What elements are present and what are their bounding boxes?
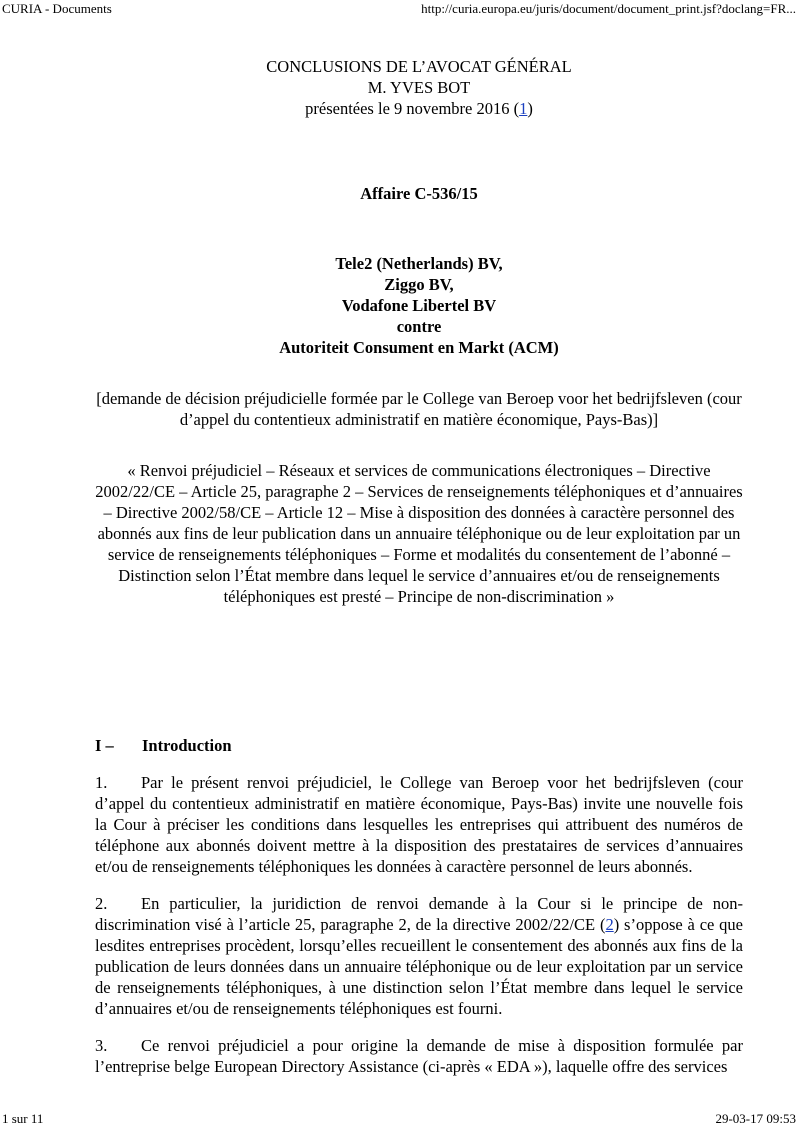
- footnote-link-1[interactable]: 1: [519, 99, 528, 118]
- print-footer: [0, 1110, 800, 1130]
- party-line: Vodafone Libertel BV: [341, 296, 497, 315]
- presentation-date: présentées le 9 novembre 2016 (1): [305, 99, 533, 118]
- party-line: Ziggo BV,: [384, 275, 454, 294]
- paragraph-text: Par le présent renvoi préjudiciel, le College van Beroep voor het bedrijfsleven (cour d’appel du contentieux administratif en matière économique, Pays-Bas) invite une nouvelle fois la Cour à préciser les conditions dans lesquelles les entreprises qui attribuent des numéros de téléphone aux abonnés doivent mettre à la disposition des prestataires de services d’annuaires et/ou de renseignements téléphoniques les données à caractère personnel de leurs abonnés.: [95, 773, 743, 876]
- parties-block: [95, 253, 743, 358]
- paragraph: [95, 893, 743, 1019]
- section-number: I –: [95, 736, 114, 755]
- paragraph-text: En particulier, la juridiction de renvoi demande à la Cour si le principe de non-discrimination visé à l’article 25, paragraphe 2, de la directive 2002/22/CE (: [95, 894, 743, 934]
- paragraph: [95, 1035, 743, 1077]
- paragraph-text: ) s’oppose à ce que lesdites entreprises procèdent, lorsqu’elles recueillent le consentement des abonnés aux fins de la publication de leurs données dans un annuaire téléphonique ou de leur exploitation par un service de renseignements téléphoniques, à une distinction selon l’État membre dans lequel le service d’annuaires et/ou de renseignements téléphoniques est fourni.: [95, 915, 743, 1018]
- paragraph-number: 2.: [95, 894, 108, 913]
- referral-description: [demande de décision préjudicielle formée par le College van Beroep voor het bedrijfsleven (cour d’appel du contentieux administratif en matière économique, Pays-Bas)]: [96, 389, 742, 429]
- paragraph-number: 3.: [95, 1036, 108, 1055]
- advocate-general-name: M. YVES BOT: [367, 78, 471, 97]
- opinion-title: [95, 56, 743, 119]
- party-line: Autoriteit Consument en Markt (ACM): [279, 338, 559, 357]
- section-heading: [95, 735, 743, 756]
- paragraph: [95, 772, 743, 877]
- keywords-summary: « Renvoi préjudiciel – Réseaux et services de communications électroniques – Directive 2002/22/CE – Article 25, paragraphe 2 – Services de renseignements téléphoniques et d’annuaires – Directive 2002/58/CE – Article 12 – Mise à disposition des données à caractère personnel des abonnés aux fins de leur publication dans un annuaire téléphonique ou de leur exploitation par un service de renseignements téléphoniques – Forme et modalités du consentement de l’abonné – Distinction selon l’État membre dans lequel le service d’annuaires et/ou de renseignements téléphoniques est presté – Principe de non-discrimination »: [95, 461, 743, 606]
- paragraph-text: Ce renvoi préjudiciel a pour origine la demande de mise à disposition formulée par l’entreprise belge European Directory Assistance (ci-après « EDA »), laquelle offre des services: [95, 1036, 743, 1076]
- print-timestamp: 29-03-17 09:53: [715, 1111, 796, 1126]
- page-url: http://curia.europa.eu/juris/document/document_print.jsf?doclang=FR...: [421, 1, 796, 16]
- print-header: [0, 0, 800, 20]
- case-number: Affaire C-536/15: [360, 184, 478, 203]
- footnote-link-2[interactable]: 2: [605, 915, 614, 934]
- opinion-heading: CONCLUSIONS DE L’AVOCAT GÉNÉRAL: [266, 57, 572, 76]
- document-body: [95, 56, 743, 1077]
- section-title: Introduction: [142, 736, 232, 755]
- party-line: Tele2 (Netherlands) BV,: [335, 254, 503, 273]
- paragraph-number: 1.: [95, 773, 108, 792]
- party-line: contre: [396, 317, 442, 336]
- site-title: CURIA - Documents: [2, 1, 112, 16]
- page-counter: 1 sur 11: [2, 1111, 44, 1126]
